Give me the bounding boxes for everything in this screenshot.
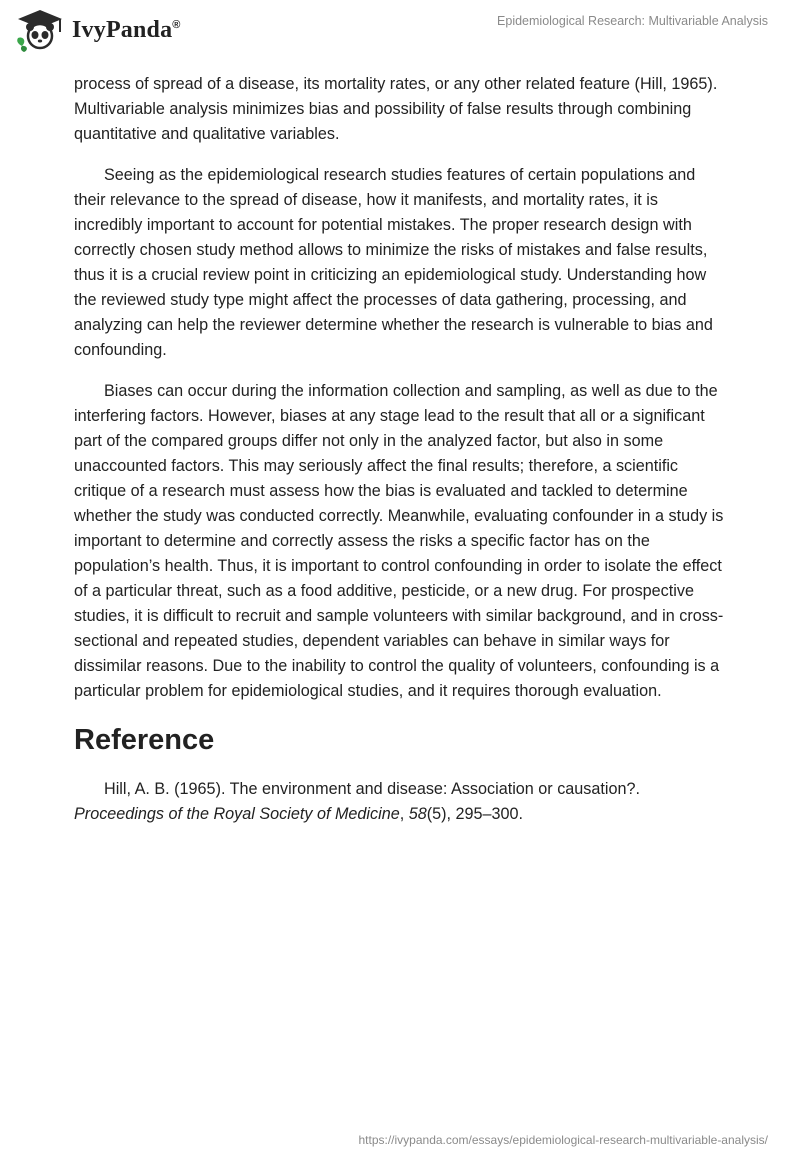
document-title: Epidemiological Research: Multivariable Analysis <box>497 14 768 28</box>
reference-separator: , <box>399 805 409 823</box>
source-url[interactable]: https://ivypanda.com/essays/epidemiological-research-multivariable-analysis/ <box>358 1133 768 1147</box>
reference-entry <box>74 777 724 827</box>
brand-name: IvyPanda® <box>72 16 181 43</box>
paragraph: process of spread of a disease, its mortality rates, or any other related feature (Hill, 1965). Multivariable analysis minimizes bias and possibility of false results through combining quantitative and qualitative variables. <box>74 75 718 143</box>
reference-volume: 58 <box>408 805 427 823</box>
paragraph: Seeing as the epidemiological research studies features of certain populations and their relevance to the spread of disease, how it manifests, and mortality rates, it is incredibly important to account for potential mistakes. The proper research design with correctly chosen study method allows to minimize the risks of mistakes and false results, thus it is a crucial review point in criticizing an epidemiological study. Understanding how the reviewed study type might affect the processes of data gathering, processing, and analyzing can help the reviewer determine whether the research is vulnerable to bias and confounding. <box>74 166 713 359</box>
essay-content <box>74 72 724 843</box>
reference-issue-pages: (5), 295–300. <box>426 805 524 823</box>
reference-authors-title: Hill, A. B. (1965). The environment and disease: Association or causation?. <box>104 780 640 798</box>
registered-mark: ® <box>172 18 181 31</box>
reference-heading: Reference <box>74 724 215 756</box>
panda-graduate-icon <box>14 8 66 52</box>
paragraph: Biases can occur during the information collection and sampling, as well as due to the interfering factors. However, biases at any stage lead to the result that all or a significant part of the compared groups differ not only in the analyzed factor, but also in some unaccounted factors. This may seriously affect the final results; therefore, a scientific critique of a research must assess how the bias is evaluated and tackled to determine whether the study was conducted correctly. Meanwhile, evaluating confounder in a study is important to determine and correctly assess the risks a specific factor has on the population’s health. Thus, it is important to control confounding in order to isolate the effect of a particular threat, such as a food additive, pesticide, or a new drug. For prospective studies, it is difficult to recruit and sample volunteers with similar background, and in cross-sectional and repeated studies, dependent variables can behave in similar ways for dissimilar reasons. Due to the inability to control the quality of volunteers, confounding is a particular problem for epidemiological studies, and it requires thorough evaluation. <box>74 382 724 700</box>
page-header <box>0 0 800 60</box>
ivypanda-logo[interactable] <box>14 8 181 52</box>
reference-journal: Proceedings of the Royal Society of Medicine <box>74 805 400 823</box>
